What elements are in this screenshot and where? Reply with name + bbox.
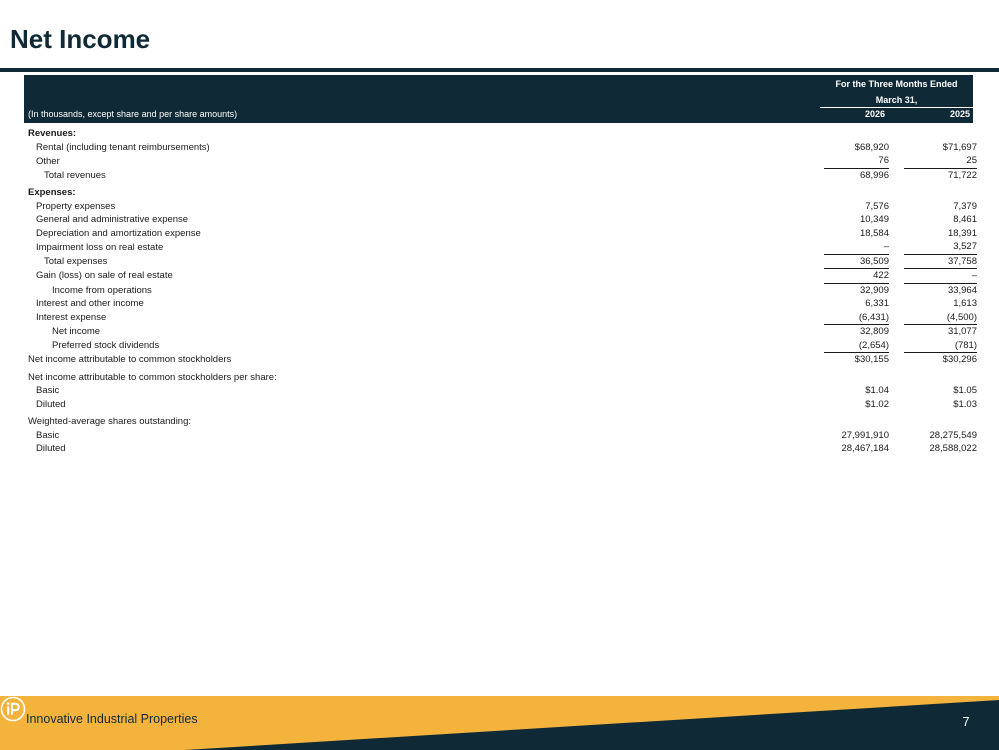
footer-band <box>0 696 999 750</box>
value-2026: 36,509 <box>824 254 889 269</box>
row-label: Diluted <box>36 398 66 410</box>
row-label: Net income attributable to common stockholders per share: <box>28 371 277 383</box>
value-2025 <box>904 367 977 385</box>
table-row <box>24 168 977 182</box>
value-2026 <box>824 182 889 200</box>
row-label: General and administrative expense <box>36 214 189 226</box>
value-2026: (6,431) <box>858 311 889 323</box>
table-row <box>24 353 977 367</box>
row-label: Total revenues <box>44 169 106 181</box>
row-label: Impairment loss on real estate <box>36 241 164 253</box>
table-row <box>24 269 977 284</box>
row-label: Income from operations <box>52 284 152 296</box>
units-note: (In thousands, except share and per share amounts) <box>28 109 238 119</box>
value-2025: 37,758 <box>904 254 977 269</box>
income-statement-table <box>24 127 977 456</box>
page-title: Net Income <box>10 24 151 54</box>
value-2025: 31,077 <box>904 325 977 339</box>
value-2026: 76 <box>878 155 889 167</box>
table-row <box>24 283 977 297</box>
value-2026: 422 <box>824 269 889 284</box>
value-2025: 8,461 <box>953 214 977 226</box>
value-2025: 71,722 <box>904 168 977 182</box>
row-label: Rental (including tenant reimbursements) <box>36 141 210 153</box>
table-row <box>24 429 977 443</box>
value-2026 <box>824 411 889 429</box>
row-label: Expenses: <box>28 187 76 199</box>
row-label: Gain (loss) on sale of real estate <box>36 270 173 282</box>
table-row <box>24 200 977 214</box>
table-row <box>24 227 977 241</box>
value-2026: 32,909 <box>824 283 889 297</box>
value-2026 <box>824 367 889 385</box>
table-row <box>24 297 977 311</box>
period-heading-line1: For the Three Months Ended <box>835 79 958 89</box>
row-label: Interest and other income <box>36 298 144 310</box>
value-2025: 33,964 <box>904 283 977 297</box>
value-2026: (2,654) <box>858 339 889 351</box>
column-header-2026: 2026 <box>864 109 885 119</box>
row-label: Total expenses <box>44 255 108 267</box>
value-2025: 28,588,022 <box>929 443 977 455</box>
value-2026: 32,809 <box>824 325 889 339</box>
row-label: Net income <box>52 326 101 337</box>
value-2026: 68,996 <box>824 168 889 182</box>
value-2026: 7,576 <box>865 200 889 212</box>
table-row <box>24 311 977 325</box>
table-row <box>24 240 977 254</box>
value-2026: $30,155 <box>824 353 889 367</box>
value-2025 <box>904 182 977 200</box>
row-label: Basic <box>36 429 60 441</box>
column-header-2025: 2025 <box>949 109 970 119</box>
value-2026: 27,991,910 <box>841 429 889 441</box>
table-row <box>24 213 977 227</box>
value-2026 <box>824 127 889 141</box>
value-2025: 18,391 <box>947 227 977 239</box>
value-2025: 1,613 <box>953 298 977 310</box>
table-row <box>24 154 977 168</box>
value-2025: 25 <box>966 155 977 167</box>
table-header <box>24 75 973 123</box>
table-row <box>24 325 977 339</box>
table-row <box>24 182 977 200</box>
value-2025: 28,275,549 <box>929 429 977 441</box>
value-2026: 18,584 <box>859 227 889 239</box>
title-divider <box>0 68 999 72</box>
period-heading-line2: March 31, <box>875 95 918 105</box>
value-2025: – <box>904 269 977 284</box>
table-row <box>24 254 977 269</box>
row-label: Diluted <box>36 443 66 455</box>
value-2025: $1.05 <box>953 385 977 397</box>
value-2026: 28,467,184 <box>841 443 889 455</box>
row-label: Weighted-average shares outstanding: <box>28 416 192 428</box>
row-label: Depreciation and amortization expense <box>36 227 201 239</box>
value-2025: $30,296 <box>904 353 977 367</box>
table-row <box>24 442 977 456</box>
table-row <box>24 398 977 412</box>
table-row <box>24 367 977 385</box>
value-2025: 7,379 <box>953 200 977 212</box>
table-row <box>24 411 977 429</box>
table-row <box>24 339 977 353</box>
row-label: Other <box>36 155 60 167</box>
value-2026: $1.02 <box>865 398 889 410</box>
value-2026: $68,920 <box>854 141 889 153</box>
value-2025: $71,697 <box>942 141 977 153</box>
value-2026: 10,349 <box>859 214 889 226</box>
value-2025: (4,500) <box>946 311 977 323</box>
value-2026: $1.04 <box>865 385 889 397</box>
value-2026: – <box>883 241 889 253</box>
value-2025: 3,527 <box>953 241 977 253</box>
row-label: Revenues: <box>28 128 77 140</box>
value-2025: $1.03 <box>953 398 977 410</box>
value-2025: (781) <box>954 339 977 351</box>
row-label: Net income attributable to common stockholders <box>28 354 232 365</box>
row-label: Interest expense <box>36 312 107 323</box>
page-number: 7 <box>962 714 970 729</box>
period-underline <box>820 107 973 108</box>
row-label: Property expenses <box>36 200 116 212</box>
table-row <box>24 141 977 155</box>
row-label: Preferred stock dividends <box>52 340 160 351</box>
row-label: Basic <box>36 385 60 397</box>
value-2026: 6,331 <box>865 298 889 310</box>
value-2025 <box>904 411 977 429</box>
footer-company-name: Innovative Industrial Properties <box>26 712 198 726</box>
value-2025 <box>904 127 977 141</box>
table-row <box>24 384 977 398</box>
iip-logo-icon <box>0 696 26 722</box>
table-row <box>24 127 977 141</box>
